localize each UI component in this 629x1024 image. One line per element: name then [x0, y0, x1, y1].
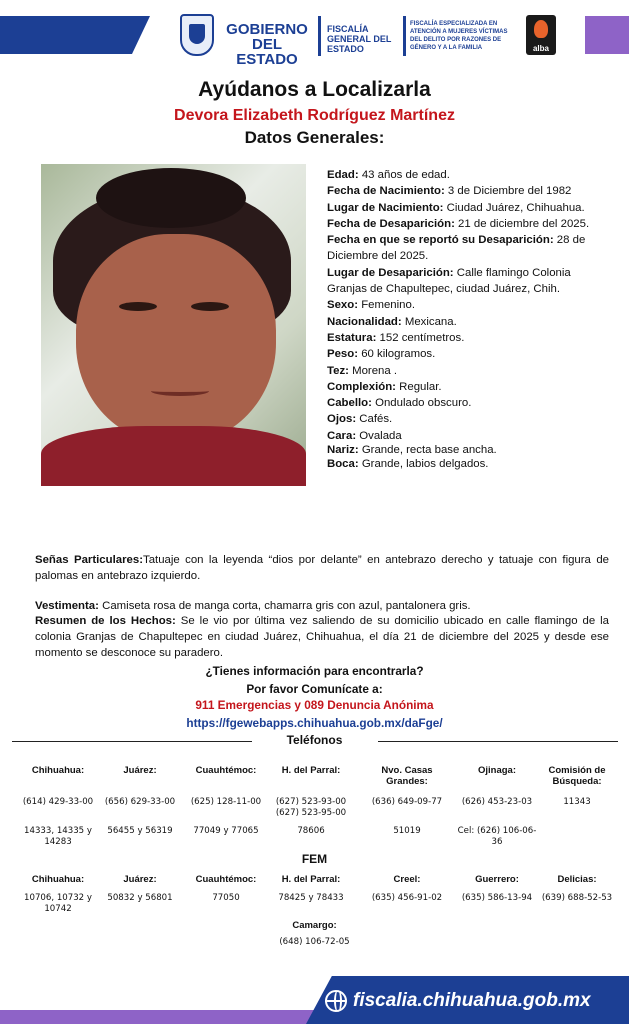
detail-row	[327, 458, 609, 472]
fiscalia-especializada-text: FISCALÍA ESPECIALIZADA EN ATENCIÓN A MUJERES VÍCTIMAS DEL DELITO POR RAZONES DE GÉNERO Y A LA FAMILIA	[410, 21, 508, 51]
photo-shirt	[41, 426, 306, 486]
detail-value: Ovalada	[356, 429, 402, 442]
facts-summary-label: Resumen de los Hechos:	[35, 615, 176, 627]
info-contact: Por favor Comunícate a:	[246, 682, 383, 696]
missing-person-photo	[41, 164, 306, 486]
detail-row	[327, 346, 609, 362]
general-data-list	[327, 167, 609, 471]
phone-number: (627) 523-93-00 (627) 523-95-00	[275, 797, 347, 818]
detail-row	[327, 232, 609, 265]
photo-eye-left	[119, 302, 157, 311]
phone-number: (656) 629-33-00	[104, 797, 176, 807]
divider	[318, 16, 321, 56]
phones-column-header: Chihuahua:	[31, 765, 85, 776]
fem-phone: 10706, 10732 y 10742	[24, 893, 92, 914]
photo-face	[76, 234, 276, 444]
detail-label: Complexión:	[327, 380, 396, 393]
phone-extension: 78606	[297, 826, 325, 836]
detail-row	[327, 200, 609, 216]
phone-number: (626) 453-23-03	[461, 797, 533, 807]
footer-website[interactable]: fiscalia.chihuahua.gob.mx	[353, 990, 591, 1011]
header	[0, 0, 629, 70]
detail-label: Sexo:	[327, 299, 359, 312]
distinctive-marks-label: Señas Particulares:	[35, 554, 143, 566]
detail-value: 28 de Diciembre del 2025.	[327, 234, 586, 263]
state-shield-icon	[180, 14, 214, 56]
detail-value: Grande, recta base ancha.	[358, 444, 497, 457]
detail-row	[327, 395, 609, 411]
gob-line2: DEL ESTADO	[236, 36, 298, 68]
detail-row	[327, 314, 609, 330]
detail-value: Ondulado obscuro.	[371, 397, 472, 410]
phones-title: Teléfonos	[286, 733, 343, 747]
header-accent-bar-right	[585, 16, 629, 54]
phone-extension: 56455 y 56319	[107, 826, 173, 836]
detail-label: Tez:	[327, 364, 349, 377]
detail-value: Morena .	[348, 364, 398, 377]
facts-summary	[35, 613, 609, 661]
detail-row	[327, 297, 609, 313]
camargo-phone: (648) 106-72-05	[279, 937, 350, 947]
fem-column-header: Cuauhtémoc:	[195, 874, 257, 885]
detail-row	[327, 379, 609, 395]
phone-extension: 14333, 14335 y 14283	[24, 826, 92, 847]
detail-row	[327, 183, 609, 199]
detail-value: Regular.	[395, 380, 442, 393]
phone-number: 11343	[563, 797, 591, 807]
detail-label: Edad:	[327, 169, 359, 181]
photo-hair-bun	[96, 168, 246, 228]
report-link[interactable]: https://fgewebapps.chihuahua.gob.mx/daFge/	[186, 716, 443, 730]
phone-number: (636) 649-09-77	[371, 797, 443, 807]
phones-column-header: Ojinaga:	[477, 765, 516, 776]
fem-title: FEM	[301, 852, 328, 866]
fem-column-header: Juárez:	[123, 874, 157, 885]
header-accent-bar	[0, 16, 150, 54]
gob-line1: GOBIERNO	[226, 21, 308, 38]
detail-label: Cabello:	[327, 397, 372, 410]
alba-logo-icon	[526, 15, 556, 55]
footer-accent-bar	[0, 1010, 320, 1024]
fem-column-header: H. del Parral:	[281, 874, 341, 885]
photo-mouth	[151, 386, 209, 396]
globe-icon	[325, 990, 347, 1012]
detail-label: Fecha de Nacimiento:	[327, 185, 445, 198]
camargo-header: Camargo:	[292, 920, 337, 931]
detail-value: 152 centímetros.	[376, 331, 465, 344]
detail-value: Calle flamingo Colonia Granjas de Chapultepec, ciudad Juárez, Chih.	[327, 266, 571, 296]
fem-column-header: Delicias:	[557, 874, 597, 885]
detail-label: Cara:	[327, 429, 357, 442]
detail-label: Lugar de Nacimiento:	[327, 201, 444, 214]
phone-number: (614) 429-33-00	[22, 797, 94, 807]
detail-label: Peso:	[327, 348, 359, 361]
fem-phone: 77050	[212, 893, 240, 903]
detail-row	[327, 265, 609, 298]
detail-label: Estatura:	[327, 331, 377, 344]
detail-label: Fecha de Desaparición:	[327, 217, 455, 230]
detail-row	[327, 444, 609, 458]
detail-value: Grande, labios delgados.	[358, 457, 489, 470]
detail-label: Ojos:	[327, 413, 357, 426]
detail-label: Nacionalidad:	[327, 315, 402, 328]
divider	[403, 16, 406, 56]
detail-row	[327, 411, 609, 427]
fem-phone: (639) 688-52-53	[541, 893, 613, 903]
emergency-numbers: 911 Emergencias y 089 Denuncia Anónima	[195, 698, 434, 712]
detail-value: 21 de diciembre del 2025.	[454, 217, 590, 230]
clothing-label: Vestimenta:	[35, 600, 99, 612]
government-logo-text	[222, 22, 312, 67]
detail-value: Femenino.	[358, 299, 416, 312]
fem-column-header: Chihuahua:	[31, 874, 85, 885]
fem-column-header: Guerrero:	[475, 874, 519, 885]
phone-extension: Cel: (626) 106-06-36	[457, 826, 537, 847]
phones-column-header: Cuauhtémoc:	[195, 765, 257, 776]
photo-eye-right	[191, 302, 229, 311]
section-subtitle: Datos Generales:	[244, 128, 385, 147]
detail-row	[327, 216, 609, 232]
detail-label: Fecha en que se reportó su Desaparición:	[327, 234, 554, 247]
phones-column-header: Juárez:	[123, 765, 157, 776]
fem-phone: (635) 456-91-02	[371, 893, 443, 903]
alba-label: alba	[532, 44, 549, 53]
phone-extension: 77049 y 77065	[193, 826, 259, 836]
distinctive-marks-value: Tatuaje con la leyenda “dios por delante” en antebrazo derecho y tatuaje con figura de palomas en antebrazo izquierdo.	[35, 554, 609, 582]
phones-column-header: H. del Parral:	[281, 765, 341, 776]
phone-extension: 51019	[393, 826, 421, 836]
clothing	[35, 598, 609, 614]
fiscalia-general-text: FISCALÍA GENERAL DEL ESTADO	[327, 24, 392, 54]
detail-value: 43 años de edad.	[358, 169, 450, 181]
phone-number: (625) 128-11-00	[190, 797, 262, 807]
detail-label: Boca:	[327, 457, 359, 470]
fem-phone: 78425 y 78433	[278, 893, 344, 903]
detail-value: Ciudad Juárez, Chihuahua.	[443, 201, 585, 214]
detail-row	[327, 330, 609, 346]
page-title: Ayúdanos a Localizarla	[198, 78, 431, 101]
fem-column-header: Creel:	[393, 874, 421, 885]
detail-row	[327, 363, 609, 379]
phones-column-header: Comisión de Búsqueda:	[548, 765, 606, 787]
clothing-value: Camiseta rosa de manga corta, chamarra gris con azul, pantalonera gris.	[98, 600, 471, 612]
detail-label: Lugar de Desaparición:	[327, 266, 454, 279]
fem-phone: (635) 586-13-94	[461, 893, 533, 903]
facts-summary-value: Se le vio por última vez saliendo de su domicilio ubicado en calle flamingo de la colonia Granjas de Chapultepec en ciudad Juárez, Chihuahua, el día 21 de diciembre del 2025 y desde ese momento se desconoce su paradero.	[35, 615, 609, 659]
detail-value: Mexicana.	[401, 315, 457, 328]
detail-label: Nariz:	[327, 444, 359, 457]
missing-person-name: Devora Elizabeth Rodríguez Martínez	[174, 107, 455, 124]
phones-column-header: Nvo. Casas Grandes:	[381, 765, 433, 787]
detail-value: Cafés.	[356, 413, 393, 426]
info-question: ¿Tienes información para encontrarla?	[205, 664, 424, 678]
fem-phone: 50832 y 56801	[107, 893, 173, 903]
distinctive-marks	[35, 552, 609, 584]
detail-row	[327, 167, 609, 183]
detail-row	[327, 428, 609, 444]
detail-value: 60 kilogramos.	[358, 348, 436, 361]
detail-value: 3 de Diciembre del 1982	[444, 185, 572, 198]
